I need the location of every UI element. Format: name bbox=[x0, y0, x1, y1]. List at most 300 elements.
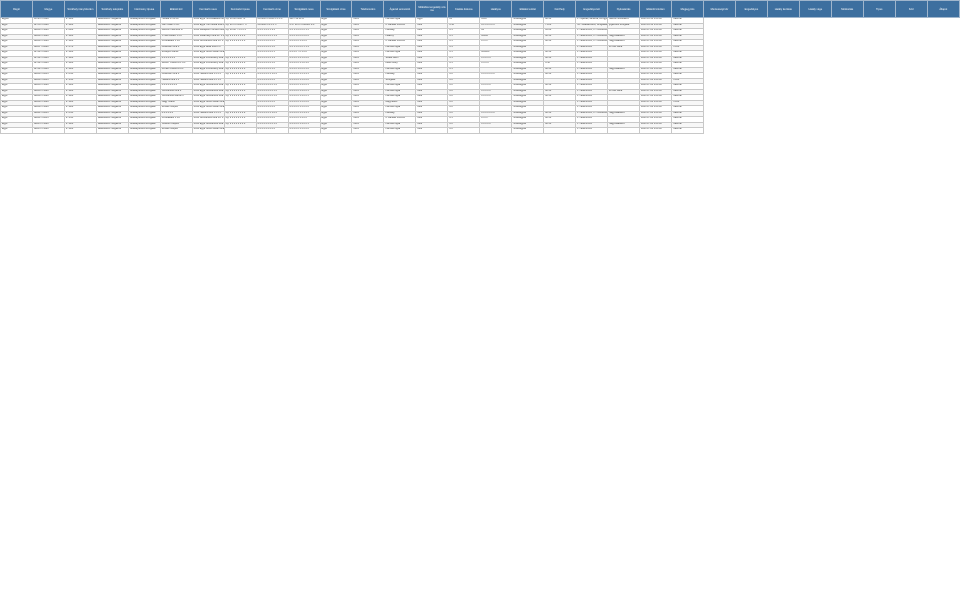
table-cell: 0330 Egye Hozzávállalós ut bbox=[192, 18, 224, 24]
table-cell: 2005.07.06 1:00:00 bbox=[640, 122, 672, 128]
table-cell: Szentendre Bartók 6 bbox=[160, 95, 192, 101]
table-cell: 0001 bbox=[352, 89, 384, 95]
table-cell: 0.0.0.0.0.0.0.0 bbox=[160, 84, 192, 90]
table-body bbox=[1, 18, 960, 134]
table-cell: Nagy Szabó bbox=[160, 100, 192, 106]
column-header[interactable]: Székhely település bbox=[96, 1, 128, 18]
table-cell: 0330 Egyé Vörösmarty utca 0 6 bbox=[192, 67, 224, 73]
table-cell: utca bbox=[416, 95, 448, 101]
table-cell: 0001 bbox=[352, 18, 384, 24]
column-header[interactable]: Módosítás bbox=[831, 1, 863, 18]
table-cell: 8 6 6 7 bbox=[480, 117, 512, 123]
table-cell: Szabálysértési szolgálat bbox=[128, 122, 160, 128]
column-header[interactable]: Férőhely bbox=[544, 1, 576, 18]
column-header[interactable]: Fenntartó típusa bbox=[224, 1, 256, 18]
table-cell: Egyé bbox=[1, 100, 33, 106]
table-cell: Egyé bbox=[1, 89, 33, 95]
table-cell: 00-4034 6 8356 6 0 0 0 bbox=[256, 18, 288, 24]
table-cell: Törölt bbox=[672, 100, 704, 106]
table-cell: Bedeveszer megalivis bbox=[96, 67, 128, 73]
table-cell: Bedeveszer megalivis bbox=[96, 45, 128, 51]
table-cell: 8. 4/80 bbox=[64, 34, 96, 40]
table-cell: 0.0 bbox=[448, 100, 480, 106]
table-cell: 33 - Adatkezelési, vizsgálatk bbox=[576, 23, 608, 29]
table-cell: Gy. 2 0 0 4 0 3 4 0 bbox=[224, 56, 256, 62]
table-cell: 0330 Egyé Béke utca 6 6 bbox=[192, 45, 224, 51]
header-row bbox=[1, 1, 960, 18]
table-cell: nagyvállalkozó bbox=[608, 34, 640, 40]
table-cell: Egyé bbox=[320, 84, 352, 90]
table-cell: Egyé bbox=[1, 84, 33, 90]
table-cell: Használ bbox=[672, 29, 704, 35]
column-header[interactable]: Intézmény típusa bbox=[128, 1, 160, 18]
table-cell: Szabálysértési szolgálat bbox=[128, 18, 160, 24]
column-header[interactable]: Ellátási terület bbox=[512, 1, 544, 18]
table-cell: Használ bbox=[672, 122, 704, 128]
table-cell: Hatóság bbox=[384, 73, 416, 79]
table-cell: Egyé bbox=[320, 106, 352, 112]
table-cell: utca bbox=[416, 111, 448, 117]
table-cell: 80.50 bbox=[544, 73, 576, 79]
table-cell: Gy. 2 0 0 4 0 6 0 6 bbox=[224, 122, 256, 128]
column-header[interactable]: Fenntartó neve bbox=[192, 1, 224, 18]
column-header[interactable]: Kód bbox=[895, 1, 927, 18]
table-cell: Jóváhagyás bbox=[512, 29, 544, 35]
table-cell: Hármas foglal bbox=[384, 51, 416, 57]
table-cell: 2005.05.12 1:00:00 bbox=[640, 18, 672, 24]
table-cell: 0001 bbox=[352, 122, 384, 128]
table-cell: Szabálysértési szolgálat bbox=[128, 62, 160, 68]
table-cell: Bedeveszer megalivis bbox=[96, 122, 128, 128]
table-cell: 0001 bbox=[352, 117, 384, 123]
column-header[interactable]: Megjegyzés bbox=[672, 1, 704, 18]
table-cell: CETONEN 0 KC bbox=[160, 23, 192, 29]
table-cell: 0 0 0 0 0 bbox=[480, 122, 512, 128]
table-cell: Szabálysértési szolgálat bbox=[128, 89, 160, 95]
column-header[interactable]: Szolgáltató címe bbox=[320, 1, 352, 18]
table-cell: 8. 4/80 bbox=[64, 40, 96, 46]
table-cell: Jóváhagyás bbox=[512, 78, 544, 84]
table-cell: Jóváhagyás bbox=[512, 34, 544, 40]
table-cell: utca bbox=[416, 122, 448, 128]
table-cell: 0.0 bbox=[448, 78, 480, 84]
table-cell: Egyé bbox=[1, 73, 33, 79]
column-header[interactable]: Engedélyes bbox=[735, 1, 767, 18]
table-cell: 0.50 bbox=[544, 62, 576, 68]
table-cell: 02815 3 5026 bbox=[32, 128, 64, 134]
table-cell: Egyé bbox=[1, 51, 33, 57]
table-cell: 2005.07.06 1:00:00 bbox=[640, 51, 672, 57]
table-cell: 0001 bbox=[352, 100, 384, 106]
table-cell: utca bbox=[416, 73, 448, 79]
table-cell: 80.50 bbox=[544, 34, 576, 40]
table-cell: 0330 Hatvani utca 2 0 1 0 bbox=[192, 78, 224, 84]
table-cell: 0330 Egyé Tóth utóda utca 8 8 bbox=[192, 23, 224, 29]
table-cell: Gy. 2 0 6 0 1 0 6 8 bbox=[224, 73, 256, 79]
table-cell: 2005.07.06 1:00:00 bbox=[640, 34, 672, 40]
table-cell: 2005.07.06 1:00:00 bbox=[640, 128, 672, 134]
table-cell: Egyé bbox=[320, 56, 352, 62]
table-cell: 0001 bbox=[352, 67, 384, 73]
table-cell: Bedeveszer megalivis bbox=[96, 40, 128, 46]
table-cell: 0 0 0 0 0 1 3 2 0 0 bbox=[288, 78, 320, 84]
table-cell: 0 6 6 6 bbox=[480, 62, 512, 68]
table-cell: 0 0 0 0 0 0 6 0 5 bbox=[256, 51, 288, 57]
column-header[interactable]: Székhely irányítószám bbox=[64, 1, 96, 18]
column-header[interactable]: Fenntartó címe bbox=[256, 1, 288, 18]
table-cell: 0 0 8 6 6 bbox=[480, 56, 512, 62]
table-cell: 1 - Ellenőrzés bbox=[576, 67, 608, 73]
table-cell: 8. 4/13 bbox=[64, 117, 96, 123]
table-cell: 0 0 0 0 0 0 6 1 4 bbox=[256, 56, 288, 62]
table-cell: Leonce Hallmunk B bbox=[160, 29, 192, 35]
table-cell: Egyéb bbox=[1, 18, 33, 24]
table-cell: Szabálysértési szolgálat bbox=[128, 106, 160, 112]
table-cell: 1 - Ellenőrzés bbox=[576, 128, 608, 134]
table-cell: 02800 3 5026 bbox=[32, 40, 64, 46]
table-cell: Törölt bbox=[672, 45, 704, 51]
table-cell: 02803 3 5026 bbox=[32, 84, 64, 90]
table-cell: 0330 Egyé Szent István utca bbox=[192, 128, 224, 134]
table-cell: 2005.07.06 1:00:00 bbox=[640, 106, 672, 112]
table-cell: 80.50 bbox=[544, 111, 576, 117]
table-cell: 1 - Ellenőrzés bbox=[576, 78, 608, 84]
table-cell: 0 0 0 0 0 0 0 bbox=[480, 111, 512, 117]
table-cell: 02807 3 8020 bbox=[32, 45, 64, 51]
table-cell: Szabálysértési szolgálat bbox=[128, 67, 160, 73]
table-cell: 0001 bbox=[352, 73, 384, 79]
table-cell: Egyé bbox=[320, 18, 352, 24]
table-cell: 8. 4/80 bbox=[64, 89, 96, 95]
table-cell: Gy. 2 0 0 6 0 5 0 6 bbox=[224, 117, 256, 123]
table-cell: Egyé bbox=[1, 95, 33, 101]
table-cell: Használ bbox=[672, 34, 704, 40]
table-cell: Használ bbox=[672, 62, 704, 68]
table-cell: 2005.07.06 1:00:00 bbox=[640, 73, 672, 79]
table-cell bbox=[608, 128, 640, 134]
table-cell: 0 0 0 0 0 1 3 2 0 0 bbox=[288, 106, 320, 112]
table-cell: 00-6040 6 9 0 1 5 bbox=[256, 23, 288, 29]
table-cell: Bedeveszer megalivis bbox=[96, 51, 128, 57]
table-cell: 000000 bbox=[480, 51, 512, 57]
table-cell: 2017.12.12 a bbox=[288, 18, 320, 24]
table-row[interactable] bbox=[1, 128, 960, 134]
table-cell: Hármas foglal bbox=[384, 67, 416, 73]
table-cell: 0330 Egyé Vörösmarty utca 0 6 bbox=[192, 56, 224, 62]
table-cell: Használ bbox=[672, 128, 704, 134]
table-cell: 0.1 bbox=[448, 51, 480, 57]
table-cell: 0001 bbox=[352, 29, 384, 35]
table-cell: Jóváhagyás bbox=[512, 111, 544, 117]
table-cell: 1 - Ellenőrzés bbox=[576, 95, 608, 101]
table-cell: Jóváhagyás bbox=[512, 95, 544, 101]
table-cell: 02735 3 6586 bbox=[32, 23, 64, 29]
table-cell: Szabálysértési szolgálat bbox=[128, 84, 160, 90]
table-cell: 8. 4/80 bbox=[64, 95, 96, 101]
column-header[interactable]: Ellátotti kör bbox=[160, 1, 192, 18]
table-cell: utca bbox=[416, 56, 448, 62]
table-cell: 8. 4/80 bbox=[64, 62, 96, 68]
table-cell: 0 0 0 5 0 6 5 9 4 bbox=[256, 29, 288, 35]
table-cell: 0330 Szentendre utca 14. 1 bbox=[192, 117, 224, 123]
table-cell: 1 - Ellenőrzés bbox=[576, 51, 608, 57]
table-cell: 0330 Szentendre utca 14. 1 bbox=[192, 40, 224, 46]
table-cell: 0330 Vásárhelyi utca 80. 1 0 bbox=[192, 34, 224, 40]
table-cell: 0. Bárdiás Pénzes bbox=[384, 117, 416, 123]
column-header[interactable]: Állapot bbox=[927, 1, 959, 18]
table-cell: 0.1 bbox=[448, 67, 480, 73]
table-cell: Használ bbox=[672, 117, 704, 123]
table-cell: Jóváhagyás bbox=[512, 117, 544, 123]
data-table bbox=[0, 0, 960, 134]
table-cell: Jóváhagyás bbox=[512, 45, 544, 51]
table-cell: 8. 4/13 bbox=[64, 78, 96, 84]
table-cell: Törölt bbox=[672, 78, 704, 84]
column-header[interactable]: Mentességi kör bbox=[703, 1, 735, 18]
table-cell: Bedeveszer megalivis bbox=[96, 18, 128, 24]
table-cell: 0 0 0 1 2 0 0 0 8 6 bbox=[288, 34, 320, 40]
column-header[interactable]: Telefonszám bbox=[352, 1, 384, 18]
table-cell: 0 0 0 0 0 bbox=[480, 95, 512, 101]
table-cell: Használ bbox=[672, 106, 704, 112]
table-cell: 1 - Ellenőrzés bbox=[576, 56, 608, 62]
table-cell: 0001 bbox=[352, 128, 384, 134]
table-cell: utca bbox=[416, 100, 448, 106]
table-cell: Szabálysértési szolgálat bbox=[128, 128, 160, 134]
table-cell: 2005.07.06 1:00:00 bbox=[640, 45, 672, 51]
table-cell: BAKAT OLEPKA 1 KC bbox=[160, 62, 192, 68]
table-cell: 80.50 bbox=[544, 67, 576, 73]
table-cell: Szabálysértési szolgálat bbox=[128, 34, 160, 40]
column-header[interactable]: Ellátotti létszám bbox=[640, 1, 672, 18]
table-cell: Pézsfálkafé 1 KC bbox=[160, 40, 192, 46]
table-cell: Gy. 2 0 6 0 1 0 6 0 bbox=[224, 34, 256, 40]
table-cell: 0.0 bbox=[448, 89, 480, 95]
table-cell: Szabálysértési szolgálat bbox=[128, 73, 160, 79]
column-header[interactable]: Hatály kezdete bbox=[767, 1, 799, 18]
table-cell: 8. 4/80 bbox=[64, 100, 96, 106]
table-cell: Szabálysértési szolgálat bbox=[128, 111, 160, 117]
table-cell: 1 - Ellenőrzés bbox=[576, 84, 608, 90]
table-cell: 80.50 bbox=[544, 56, 576, 62]
table-cell: Jóváhagyás bbox=[512, 23, 544, 29]
table-cell: 8. 4/80 bbox=[64, 51, 96, 57]
table-cell: 2005.07.06 1:00:00 bbox=[640, 84, 672, 90]
table-cell: 2005.07.06 1:00:00 bbox=[640, 117, 672, 123]
table-cell: 80.50 bbox=[544, 18, 576, 24]
table-cell: Bedeveszer megalivis bbox=[96, 95, 128, 101]
table-cell: 2005.07.06 1:00:00 bbox=[640, 67, 672, 73]
table-cell: Jóváhagyás bbox=[512, 128, 544, 134]
table-cell: 1 - Ellenőrzés bbox=[576, 89, 608, 95]
table-cell: Gy. 06 80 8306 74 bbox=[224, 18, 256, 24]
table-cell: 02781 3 6403 bbox=[32, 56, 64, 62]
table-cell: Bedeveszer megalivis bbox=[96, 62, 128, 68]
table-cell: 1 - Ellenőrzés bbox=[576, 73, 608, 79]
table-cell: Egyé bbox=[1, 67, 33, 73]
table-cell: Bedeveszer megalivis bbox=[96, 111, 128, 117]
table-cell: 0 0 0 0 1 2 2 0 3 2 bbox=[288, 67, 320, 73]
table-cell: utca bbox=[416, 78, 448, 84]
column-header[interactable]: Engedélyezett bbox=[576, 1, 608, 18]
table-cell: 0.1 bbox=[448, 117, 480, 123]
table-cell: STRASSLER 1 KC bbox=[160, 34, 192, 40]
table-cell: 0001 bbox=[352, 62, 384, 68]
table-cell: Szabálysértési szolgálat bbox=[128, 95, 160, 101]
table-cell: 0.1 bbox=[448, 34, 480, 40]
table-cell: 80.50 bbox=[544, 95, 576, 101]
table-cell: nagyvállalkozó bbox=[608, 111, 640, 117]
table-cell: 0 0 0 0 0 1 4 0 0 bbox=[288, 117, 320, 123]
table-cell: 8. 4/80 bbox=[64, 56, 96, 62]
table-cell: 80.50 bbox=[544, 117, 576, 123]
table-cell: 02815 3 5026 bbox=[32, 122, 64, 128]
column-header[interactable]: Szolgáltató neve bbox=[288, 1, 320, 18]
table-cell: Egyé bbox=[1, 29, 33, 35]
column-header[interactable]: Hatályos bbox=[480, 1, 512, 18]
table-cell: 1 - Ellenőrzés, 4 - Összetűzés bbox=[576, 29, 608, 35]
table-cell: 02812 3 8013 bbox=[32, 117, 64, 123]
column-header[interactable]: Megye bbox=[32, 1, 64, 18]
table-cell: nagyvállalkozó bbox=[608, 40, 640, 46]
table-cell: Egyé bbox=[320, 34, 352, 40]
table-cell: 0001 bbox=[352, 34, 384, 40]
column-header[interactable]: Ágazati azonosító bbox=[384, 1, 416, 18]
table-cell: 04 bbox=[480, 29, 512, 35]
table-cell: 02781 3 6403 bbox=[32, 62, 64, 68]
table-cell: Hármas foglal bbox=[384, 45, 416, 51]
table-cell: Használ bbox=[672, 73, 704, 79]
table-cell: 0330 Hatvani utca 1 6 0 0 bbox=[192, 73, 224, 79]
table-cell: 0.0 bbox=[448, 128, 480, 134]
table-cell: 2005.07.06 1:00:00 bbox=[640, 100, 672, 106]
table-cell: 0 0 0 0 0 bbox=[480, 84, 512, 90]
column-header[interactable]: Kiadás dátuma bbox=[448, 1, 480, 18]
table-cell: Szabálysértési szolgálat bbox=[128, 23, 160, 29]
table-cell: jogkezelő szolgálat bbox=[608, 23, 640, 29]
table-cell: Mihálydó János bbox=[160, 51, 192, 57]
table-cell: 1 - Ellenőrzés, 4 - Összetűzés bbox=[576, 34, 608, 40]
table-cell: 0 0 0 0 0 0 0 6 5 0 bbox=[256, 84, 288, 90]
table-cell: 0 0 0 0 0 1 4 0 0 5 bbox=[288, 89, 320, 95]
table-cell: Egyé bbox=[1, 111, 33, 117]
table-cell: 8. 4/80 bbox=[64, 67, 96, 73]
table-cell: Használ bbox=[672, 84, 704, 90]
table-cell: 02809 3 5026 bbox=[32, 100, 64, 106]
table-cell: 0001 bbox=[352, 45, 384, 51]
table-cell: Szabálysértési szolgálat bbox=[128, 40, 160, 46]
table-cell: Használ bbox=[672, 23, 704, 29]
table-cell: Jóváhagyás bbox=[512, 67, 544, 73]
table-cell: 0001 bbox=[352, 51, 384, 57]
column-header[interactable]: Működési engedély száma bbox=[416, 1, 448, 18]
table-cell: 0 07 08 07 Kölcsön B 1. bbox=[288, 23, 320, 29]
table-cell: PATEN OLEPKA KC bbox=[160, 67, 192, 73]
table-cell: 8. 8/80 bbox=[64, 29, 96, 35]
table-cell: 1603 bbox=[480, 18, 512, 24]
table-cell: Szabálysértési szolgálat bbox=[128, 78, 160, 84]
column-header[interactable]: Régió bbox=[1, 1, 33, 18]
table-cell: Egyé bbox=[320, 100, 352, 106]
table-cell: Egyé bbox=[1, 23, 33, 29]
table-cell bbox=[480, 128, 512, 134]
table-cell: Használ bbox=[672, 40, 704, 46]
table-cell: 8. 0/70 bbox=[64, 45, 96, 51]
table-cell: 0 0 0 0 0 0 0 0 0 bbox=[256, 100, 288, 106]
table-cell: utca bbox=[416, 117, 448, 123]
table-cell: 0 0 0 0 0 8 0 0 0 bbox=[256, 117, 288, 123]
table-cell: 0 0 0 0 1 4 5 0 6 0 bbox=[288, 56, 320, 62]
table-cell: Szabálysértési szolgálat bbox=[128, 117, 160, 123]
table-cell: 0 0 0 0 0 0 0 5 0 bbox=[256, 45, 288, 51]
table-cell: 0001 bbox=[352, 106, 384, 112]
table-cell: Andersen utca 6 bbox=[160, 73, 192, 79]
table-cell: Gy. 2 0 0 4 0 6 0 6 bbox=[224, 67, 256, 73]
table-cell: 2005.07.06 1:00:00 bbox=[640, 78, 672, 84]
table-cell: Gy. 2 0 6 0 1 0 6 8 bbox=[224, 111, 256, 117]
table-cell: Egyé bbox=[320, 23, 352, 29]
table-cell: 1 - Ellenőrzés, 4 - Összetűzés bbox=[576, 111, 608, 117]
table-cell: 0 0 0 0 0 1 4 0 0 5 bbox=[288, 95, 320, 101]
table-cell: 02781 3 6403 bbox=[32, 67, 64, 73]
table-cell: 80.50 bbox=[544, 89, 576, 95]
table-cell: 0.1 bbox=[448, 62, 480, 68]
table-cell: Használ bbox=[672, 18, 704, 24]
table-cell: 2005.05.12 1:00:00 bbox=[640, 23, 672, 29]
table-cell: Szaboló Olepka bbox=[160, 122, 192, 128]
table-cell: 0.50 bbox=[448, 23, 480, 29]
table-cell: 02800 3 8013 bbox=[32, 78, 64, 84]
table-cell: 0 0 0 0 0 0 6 5 0 bbox=[256, 62, 288, 68]
column-header[interactable]: Nyitvatartás bbox=[608, 1, 640, 18]
table-cell: Bedeveszer megalivis bbox=[96, 34, 128, 40]
table-cell: 06725 3 6586 bbox=[32, 18, 64, 24]
column-header[interactable]: Hatály vége bbox=[799, 1, 831, 18]
table-cell: 80.50 bbox=[544, 84, 576, 90]
table-cell: Bedeveszer megalivis bbox=[96, 117, 128, 123]
table-cell: Használ bbox=[672, 95, 704, 101]
table-cell: 0 0 1 5 0 0 0 0 1 3 bbox=[288, 29, 320, 35]
table-cell: 0.0 bbox=[448, 106, 480, 112]
table-cell: ez van hátra bbox=[608, 89, 640, 95]
table-cell: Egyé bbox=[320, 62, 352, 68]
table-cell: 0 0 0 0 0 0 3 1 8 6 bbox=[256, 111, 288, 117]
column-header[interactable]: Típus bbox=[863, 1, 895, 18]
table-cell: 0330 Egyé Szent István utca bbox=[192, 100, 224, 106]
table-cell: 1 - Ellenőrzés bbox=[576, 122, 608, 128]
table-cell: 0 0 0 0 7 0 1 0 8 bbox=[288, 51, 320, 57]
table-cell: 0001 bbox=[352, 56, 384, 62]
table-cell: Szabálysértési szolgálat bbox=[128, 29, 160, 35]
table-cell: 8 6 6 7 bbox=[480, 40, 512, 46]
table-cell: Jóváhagyás bbox=[512, 18, 544, 24]
table-cell: 0330 Egyé Vörösmarty utca 0 6 bbox=[192, 62, 224, 68]
table-cell: utca bbox=[416, 45, 448, 51]
table-cell: 02809 3 5026 bbox=[32, 106, 64, 112]
table-cell: Gy. 2 0 0 4 0 6 0 6 bbox=[224, 62, 256, 68]
table-cell: Bedeveszer megalivis bbox=[96, 78, 128, 84]
table-cell: 0 0 0 0 0 bbox=[480, 89, 512, 95]
table-cell: Egyé bbox=[320, 67, 352, 73]
table-cell: Szolgálat bbox=[384, 78, 416, 84]
table-cell: 2005.07.06 1:00:00 bbox=[640, 111, 672, 117]
table-cell bbox=[544, 128, 576, 134]
table-cell: Gy. 2 0 0 4 0 6 0 6 bbox=[224, 84, 256, 90]
table-cell: 0330 Hatvani utca 1 6 0 0 bbox=[192, 111, 224, 117]
table-cell: Bedeveszer megalivis bbox=[96, 56, 128, 62]
table-cell: Szalai Jelen bbox=[384, 56, 416, 62]
table-cell: Bedeveszer megalivis bbox=[96, 128, 128, 134]
